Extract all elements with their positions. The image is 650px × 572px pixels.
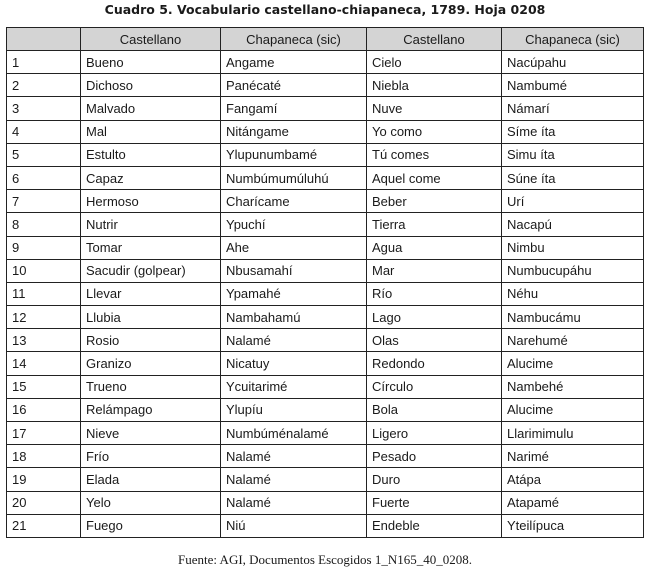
cell-castellano-2: Olas bbox=[367, 329, 502, 352]
cell-castellano-1: Trueno bbox=[81, 375, 221, 398]
cell-chapaneca-2: Néhu bbox=[502, 282, 644, 305]
table-row bbox=[7, 375, 644, 398]
cell-castellano-2: Pesado bbox=[367, 445, 502, 468]
cell-castellano-2: Bola bbox=[367, 398, 502, 421]
cell-castellano-2: Agua bbox=[367, 236, 502, 259]
table-row bbox=[7, 143, 644, 166]
cell-chapaneca-2: Llarimimulu bbox=[502, 422, 644, 445]
cell-chapaneca-2: Nambumé bbox=[502, 74, 644, 97]
cell-chapaneca-2: Narimé bbox=[502, 445, 644, 468]
cell-castellano-2: Endeble bbox=[367, 514, 502, 537]
cell-castellano-2: Fuerte bbox=[367, 491, 502, 514]
cell-chapaneca-2: Nambucámu bbox=[502, 306, 644, 329]
cell-castellano-2: Tú comes bbox=[367, 143, 502, 166]
table-row bbox=[7, 398, 644, 421]
cell-castellano-2: Tierra bbox=[367, 213, 502, 236]
cell-chapaneca-2: Nimbu bbox=[502, 236, 644, 259]
cell-row-number: 1 bbox=[7, 51, 81, 74]
cell-castellano-2: Lago bbox=[367, 306, 502, 329]
table-row bbox=[7, 491, 644, 514]
cell-chapaneca-2: Yteilípuca bbox=[502, 514, 644, 537]
table-row bbox=[7, 213, 644, 236]
cell-chapaneca-1: Ahe bbox=[221, 236, 367, 259]
cell-castellano-1: Bueno bbox=[81, 51, 221, 74]
cell-chapaneca-2: Atapamé bbox=[502, 491, 644, 514]
cell-row-number: 9 bbox=[7, 236, 81, 259]
cell-castellano-2: Beber bbox=[367, 190, 502, 213]
table-row bbox=[7, 445, 644, 468]
header-castellano-2: Castellano bbox=[367, 28, 502, 51]
table-row bbox=[7, 422, 644, 445]
source-note: Fuente: AGI, Documentos Escogidos 1_N165_40_0208. bbox=[178, 552, 472, 567]
vocabulary-table bbox=[6, 27, 644, 538]
cell-chapaneca-2: Urí bbox=[502, 190, 644, 213]
cell-chapaneca-2: Alucime bbox=[502, 398, 644, 421]
cell-castellano-1: Fuego bbox=[81, 514, 221, 537]
cell-chapaneca-1: Angame bbox=[221, 51, 367, 74]
cell-castellano-2: Cielo bbox=[367, 51, 502, 74]
cell-chapaneca-1: Panécaté bbox=[221, 74, 367, 97]
cell-chapaneca-2: Alucime bbox=[502, 352, 644, 375]
cell-chapaneca-2: Nambehé bbox=[502, 375, 644, 398]
header-chapaneca-1: Chapaneca (sic) bbox=[221, 28, 367, 51]
cell-castellano-1: Frío bbox=[81, 445, 221, 468]
table-row bbox=[7, 51, 644, 74]
cell-castellano-1: Sacudir (golpear) bbox=[81, 259, 221, 282]
cell-castellano-2: Yo como bbox=[367, 120, 502, 143]
cell-castellano-1: Yelo bbox=[81, 491, 221, 514]
cell-castellano-2: Círculo bbox=[367, 375, 502, 398]
cell-row-number: 13 bbox=[7, 329, 81, 352]
cell-castellano-2: Ligero bbox=[367, 422, 502, 445]
cell-row-number: 17 bbox=[7, 422, 81, 445]
cell-chapaneca-1: Niú bbox=[221, 514, 367, 537]
table-row bbox=[7, 514, 644, 537]
cell-castellano-2: Mar bbox=[367, 259, 502, 282]
cell-chapaneca-1: Numbúménalamé bbox=[221, 422, 367, 445]
cell-chapaneca-1: Ycuitarimé bbox=[221, 375, 367, 398]
cell-castellano-1: Nutrir bbox=[81, 213, 221, 236]
cell-castellano-1: Relámpago bbox=[81, 398, 221, 421]
cell-castellano-2: Aquel come bbox=[367, 166, 502, 189]
cell-castellano-1: Elada bbox=[81, 468, 221, 491]
cell-castellano-2: Nuve bbox=[367, 97, 502, 120]
cell-castellano-1: Dichoso bbox=[81, 74, 221, 97]
cell-castellano-1: Nieve bbox=[81, 422, 221, 445]
cell-chapaneca-2: Nacapú bbox=[502, 213, 644, 236]
table-row bbox=[7, 74, 644, 97]
cell-castellano-1: Llubia bbox=[81, 306, 221, 329]
table-row bbox=[7, 166, 644, 189]
cell-row-number: 8 bbox=[7, 213, 81, 236]
cell-chapaneca-1: Nalamé bbox=[221, 468, 367, 491]
cell-row-number: 19 bbox=[7, 468, 81, 491]
cell-row-number: 16 bbox=[7, 398, 81, 421]
cell-row-number: 15 bbox=[7, 375, 81, 398]
cell-chapaneca-1: Charícame bbox=[221, 190, 367, 213]
cell-chapaneca-2: Námarí bbox=[502, 97, 644, 120]
cell-row-number: 14 bbox=[7, 352, 81, 375]
table-row bbox=[7, 306, 644, 329]
cell-row-number: 12 bbox=[7, 306, 81, 329]
cell-row-number: 10 bbox=[7, 259, 81, 282]
table-row bbox=[7, 352, 644, 375]
cell-castellano-2: Redondo bbox=[367, 352, 502, 375]
table-row bbox=[7, 190, 644, 213]
cell-row-number: 11 bbox=[7, 282, 81, 305]
header-row bbox=[7, 28, 644, 51]
cell-castellano-2: Río bbox=[367, 282, 502, 305]
cell-row-number: 6 bbox=[7, 166, 81, 189]
cell-castellano-1: Rosio bbox=[81, 329, 221, 352]
cell-chapaneca-2: Síme íta bbox=[502, 120, 644, 143]
cell-chapaneca-1: Nitángame bbox=[221, 120, 367, 143]
cell-chapaneca-1: Nalamé bbox=[221, 445, 367, 468]
cell-row-number: 20 bbox=[7, 491, 81, 514]
table-row bbox=[7, 259, 644, 282]
cell-chapaneca-1: Nicatuy bbox=[221, 352, 367, 375]
cell-castellano-1: Tomar bbox=[81, 236, 221, 259]
table-row bbox=[7, 329, 644, 352]
cell-row-number: 18 bbox=[7, 445, 81, 468]
cell-row-number: 5 bbox=[7, 143, 81, 166]
table-header bbox=[7, 28, 644, 51]
cell-chapaneca-1: Ypamahé bbox=[221, 282, 367, 305]
table-row bbox=[7, 97, 644, 120]
cell-chapaneca-2: Atápa bbox=[502, 468, 644, 491]
cell-chapaneca-2: Nacúpahu bbox=[502, 51, 644, 74]
cell-chapaneca-1: Ypuchí bbox=[221, 213, 367, 236]
cell-chapaneca-1: Ylupunumbamé bbox=[221, 143, 367, 166]
cell-castellano-1: Malvado bbox=[81, 97, 221, 120]
cell-castellano-1: Capaz bbox=[81, 166, 221, 189]
table-body bbox=[7, 51, 644, 538]
cell-row-number: 7 bbox=[7, 190, 81, 213]
cell-castellano-2: Niebla bbox=[367, 74, 502, 97]
header-chapaneca-2: Chapaneca (sic) bbox=[502, 28, 644, 51]
cell-chapaneca-1: Fangamí bbox=[221, 97, 367, 120]
header-number bbox=[7, 28, 81, 51]
cell-chapaneca-1: Nambahamú bbox=[221, 306, 367, 329]
cell-chapaneca-2: Narehumé bbox=[502, 329, 644, 352]
cell-chapaneca-1: Numbúmumúluhú bbox=[221, 166, 367, 189]
cell-chapaneca-1: Ylupíu bbox=[221, 398, 367, 421]
cell-chapaneca-2: Numbucupáhu bbox=[502, 259, 644, 282]
cell-castellano-1: Llevar bbox=[81, 282, 221, 305]
cell-row-number: 2 bbox=[7, 74, 81, 97]
cell-chapaneca-1: Nalamé bbox=[221, 329, 367, 352]
cell-castellano-1: Mal bbox=[81, 120, 221, 143]
table-row bbox=[7, 282, 644, 305]
cell-castellano-1: Granizo bbox=[81, 352, 221, 375]
table-row bbox=[7, 236, 644, 259]
cell-chapaneca-1: Nbusamahí bbox=[221, 259, 367, 282]
cell-castellano-1: Hermoso bbox=[81, 190, 221, 213]
table-title: Cuadro 5. Vocabulario castellano-chiapaneca, 1789. Hoja 0208 bbox=[104, 2, 546, 17]
cell-chapaneca-2: Súne íta bbox=[502, 166, 644, 189]
cell-castellano-1: Estulto bbox=[81, 143, 221, 166]
header-castellano-1: Castellano bbox=[81, 28, 221, 51]
table-row bbox=[7, 468, 644, 491]
cell-row-number: 4 bbox=[7, 120, 81, 143]
cell-castellano-2: Duro bbox=[367, 468, 502, 491]
cell-chapaneca-1: Nalamé bbox=[221, 491, 367, 514]
cell-row-number: 3 bbox=[7, 97, 81, 120]
cell-row-number: 21 bbox=[7, 514, 81, 537]
table-row bbox=[7, 120, 644, 143]
cell-chapaneca-2: Simu íta bbox=[502, 143, 644, 166]
